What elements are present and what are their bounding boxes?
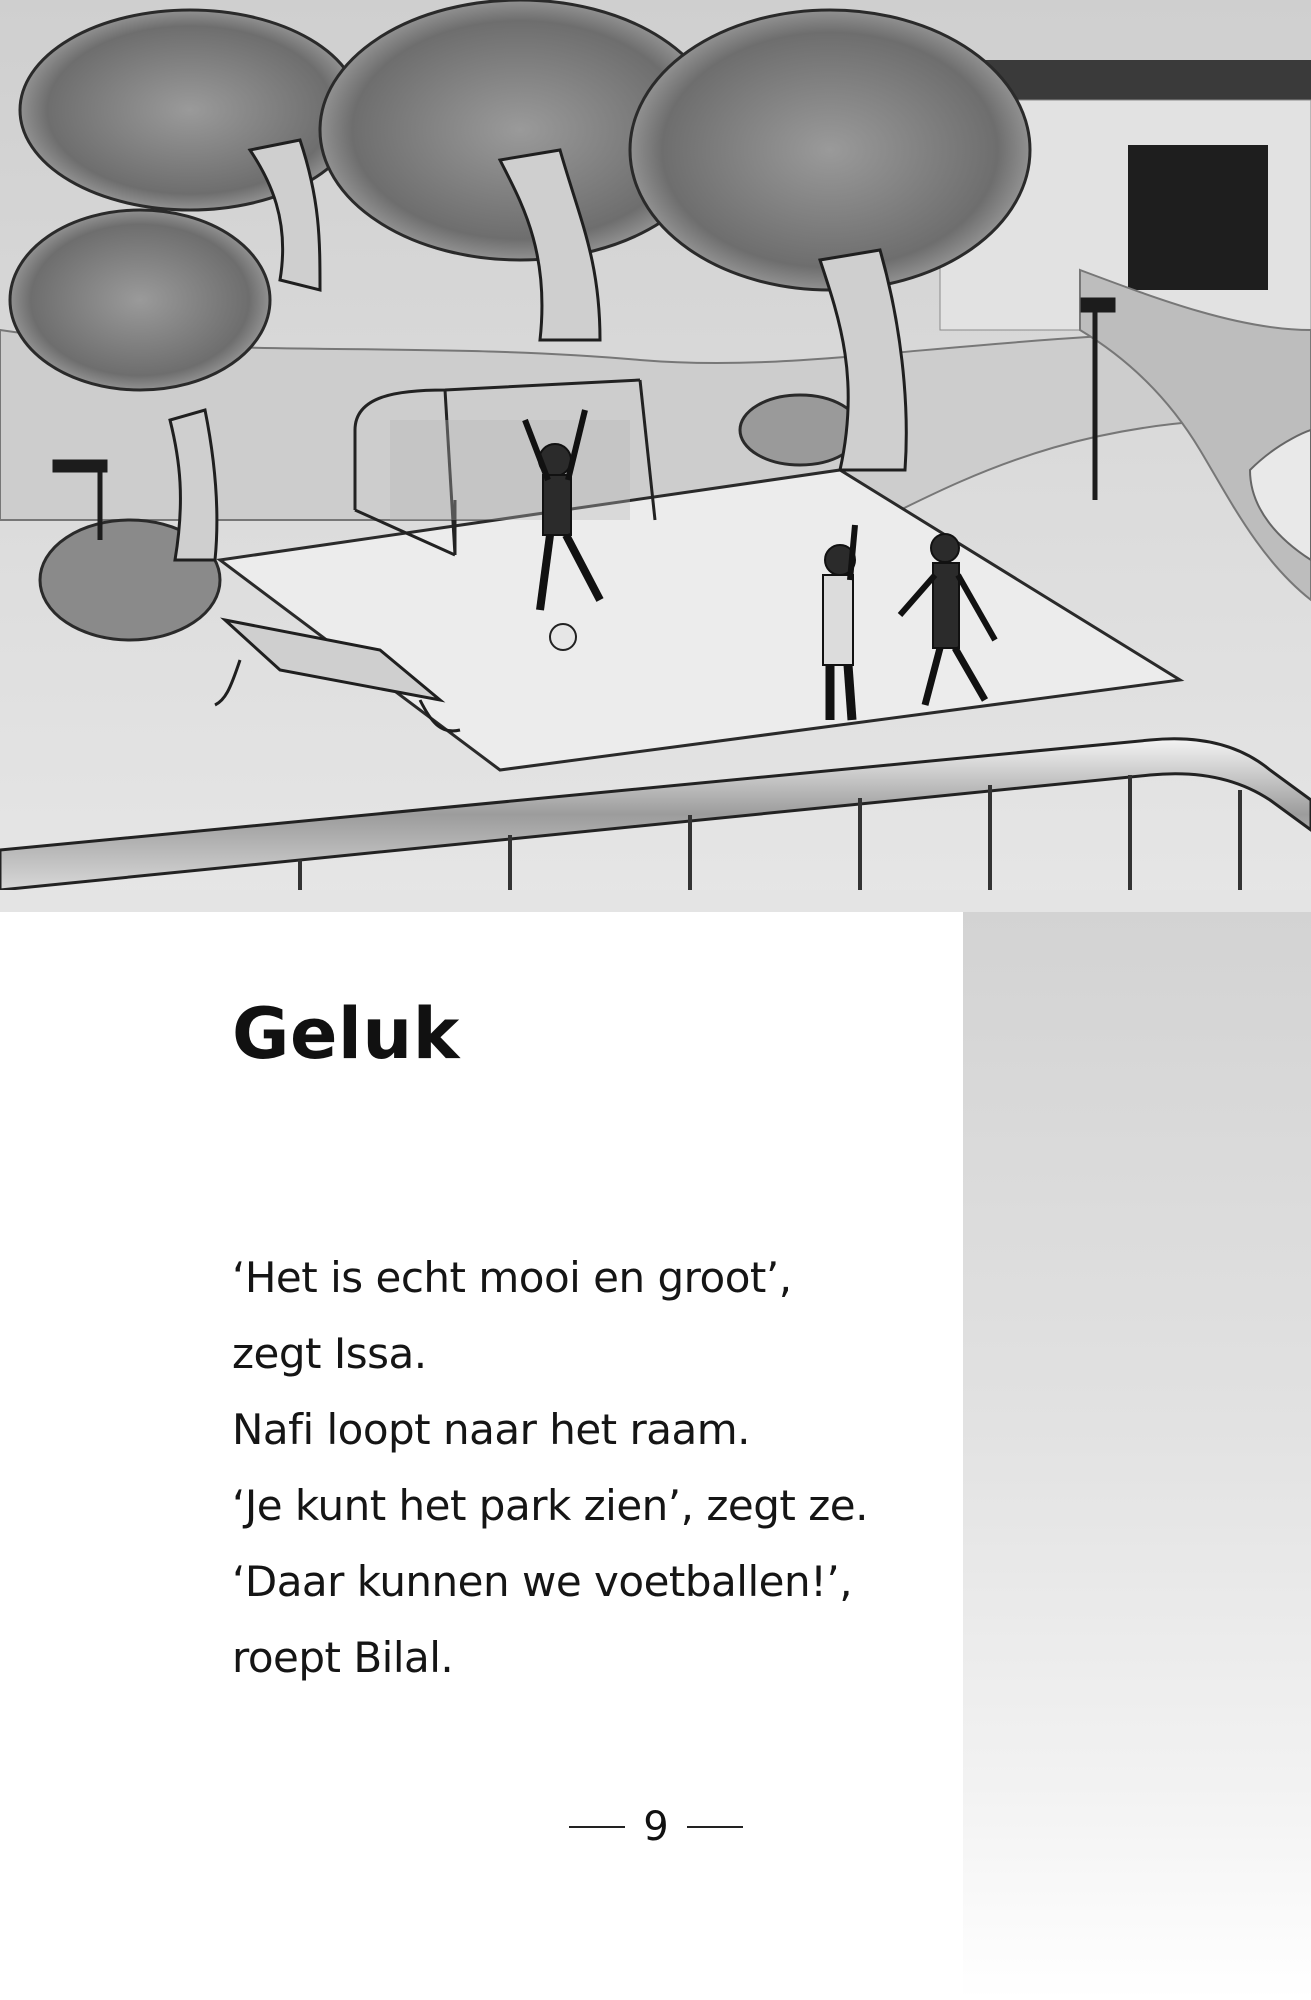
chapter-title: Geluk bbox=[232, 993, 460, 1075]
park-illustration bbox=[0, 0, 1311, 912]
left-dash bbox=[569, 1826, 625, 1828]
right-dash bbox=[687, 1826, 743, 1828]
story-line: ‘Het is echt mooi en groot’, bbox=[232, 1253, 792, 1302]
story-line: zegt Issa. bbox=[232, 1329, 427, 1378]
illustration-drawing bbox=[0, 0, 1311, 912]
grey-side-band bbox=[963, 912, 1311, 2000]
page-number-footer bbox=[566, 1802, 746, 1852]
story-line: ‘Je kunt het park zien’, zegt ze. bbox=[232, 1481, 868, 1530]
story-line: roept Bilal. bbox=[232, 1633, 454, 1682]
story-text bbox=[232, 1240, 952, 1696]
page-number: 9 bbox=[643, 1804, 669, 1850]
story-line: Nafi loopt naar het raam. bbox=[232, 1405, 750, 1454]
story-line: ‘Daar kunnen we voetballen!’, bbox=[232, 1557, 853, 1606]
